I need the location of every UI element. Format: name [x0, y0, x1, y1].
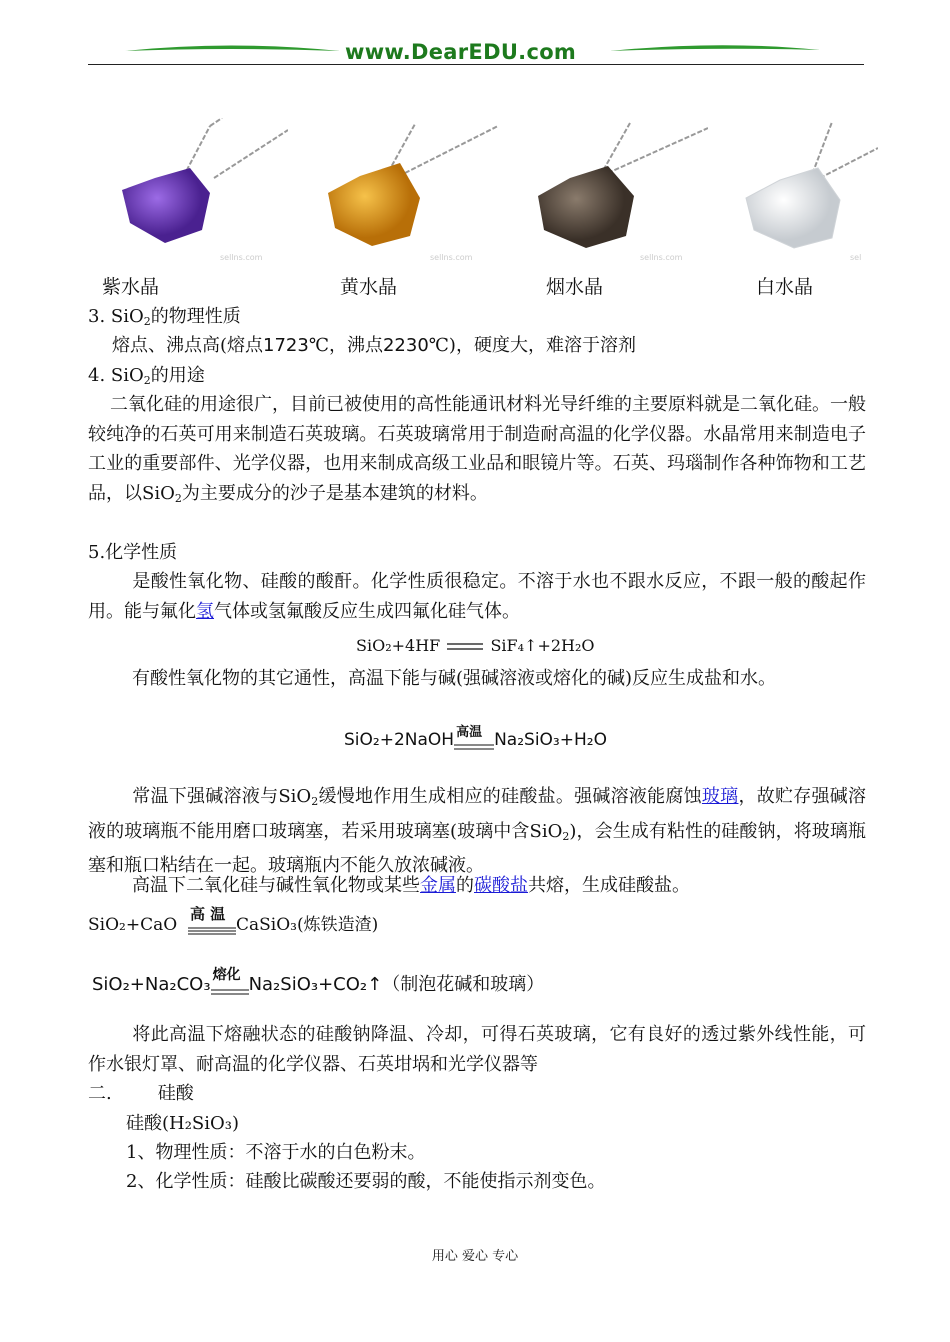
section-5-paragraph-5: 将此高温下熔融状态的硅酸钠降温、冷却，可得石英玻璃，它有良好的透过紫外线性能，可作水银灯罩、耐高温的化学仪器、石英坩埚和光学仪器等: [88, 1024, 866, 1075]
section-4-heading: 4. SiO$_2$的用途: [88, 365, 205, 387]
link-carbonate[interactable]: 碳酸盐: [474, 875, 528, 896]
link-hydrogen[interactable]: 氢: [196, 600, 214, 622]
gem-caption-smoky: 烟水晶: [546, 276, 604, 298]
gem-caption-amethyst: 紫水晶: [102, 276, 160, 298]
section-5-paragraph-3: 常温下强碱溶液与SiO$_2$缓慢地作用生成相应的硅酸盐。强碱溶液能腐蚀玻璃，故贮存强碱溶液的玻璃瓶不能用磨口玻璃塞，若采用玻璃塞(玻璃中含SiO$_2$)，会生成有粘性的硅酸钠，将玻璃瓶塞和瓶口粘结在一起。玻璃瓶内不能久放浓碱液。: [88, 786, 867, 876]
equation-cao: SiO₂+CaO 高 温 CaSiO₃(炼铁造渣): [88, 904, 379, 935]
section-5-paragraph-1: 是酸性氧化物、硅酸的酸酐。化学性质很稳定。不溶于水也不跟水反应，不跟一般的酸起作用。能与氟化氢气体或氢氟酸反应生成四氟化硅气体。: [88, 571, 866, 622]
section-3-heading: 3. SiO$_2$的物理性质: [88, 306, 241, 328]
gem-caption-clear: 白水晶: [756, 276, 814, 298]
double-line-equals: [211, 988, 249, 998]
gem-caption-citrine: 黄水晶: [340, 276, 398, 298]
silicic-acid-formula: 硅酸(H₂SiO₃): [126, 1113, 240, 1134]
equation-hf: SiO₂+4HF SiF₄↑+2H₂O: [356, 636, 595, 655]
clear-quartz-pendant-image: [740, 118, 878, 268]
page-footer: 用心 爱心 专心: [431, 1249, 519, 1264]
link-metal[interactable]: 金属: [420, 875, 456, 896]
section-5-paragraph-4: 高温下二氧化硅与碱性氧化物或某些金属的碳酸盐共熔，生成硅酸盐。: [132, 875, 690, 896]
part-2-heading: 二. 硅酸: [88, 1083, 194, 1104]
svg-text:sellns.com: sellns.com: [430, 253, 473, 262]
site-logo[interactable]: www.DearEDU.com: [345, 40, 577, 64]
svg-text:sellns.com: sellns.com: [220, 253, 263, 262]
silicic-acid-physical: 1、物理性质：不溶于水的白色粉末。: [126, 1142, 426, 1163]
silicic-acid-chemical: 2、化学性质：硅酸比碳酸还要弱的酸，不能使指示剂变色。: [126, 1171, 606, 1192]
smoky-quartz-pendant-image: [530, 118, 708, 268]
link-glass[interactable]: 玻璃: [701, 786, 739, 807]
section-3-body: 熔点、沸点高(熔点1723℃，沸点2230℃)，硬度大，难溶于溶剂: [112, 335, 636, 356]
amethyst-pendant-image: [110, 118, 288, 268]
svg-text:sellns.com: sellns.com: [640, 253, 683, 262]
section-5-heading: 5.化学性质: [88, 542, 178, 563]
header-rule: [88, 64, 864, 65]
equation-naoh: SiO₂+2NaOH 高温 Na₂SiO₃+H₂O: [344, 730, 607, 750]
equation-na2co3: SiO₂+Na₂CO₃ 熔化 Na₂SiO₃+CO₂↑（制泡花碱和玻璃）: [92, 970, 544, 996]
triple-line-equals: [188, 927, 236, 937]
citrine-pendant-image: [320, 118, 498, 268]
section-4-paragraph: 二氧化硅的用途很广，目前已被使用的高性能通讯材料光导纤维的主要原料就是二氧化硅。一般较纯净的石英可用来制造石英玻璃。石英玻璃常用于制造耐高温的化学仪器。水晶常用来制造电子工业的重要部件、光学仪器，也用来制成高级工业品和眼镜片等。石英、玛瑙制作各种饰物和工艺品，以SiO$_2$为主要成分的沙子是基本建筑的材料。: [88, 394, 866, 505]
svg-text:sel: sel: [850, 253, 862, 262]
section-5-paragraph-2: 有酸性氧化物的其它通性，高温下能与碱(强碱溶液或熔化的碱)反应生成盐和水。: [132, 668, 777, 689]
double-line-equals: [454, 743, 494, 753]
double-line-equals: [445, 641, 485, 653]
